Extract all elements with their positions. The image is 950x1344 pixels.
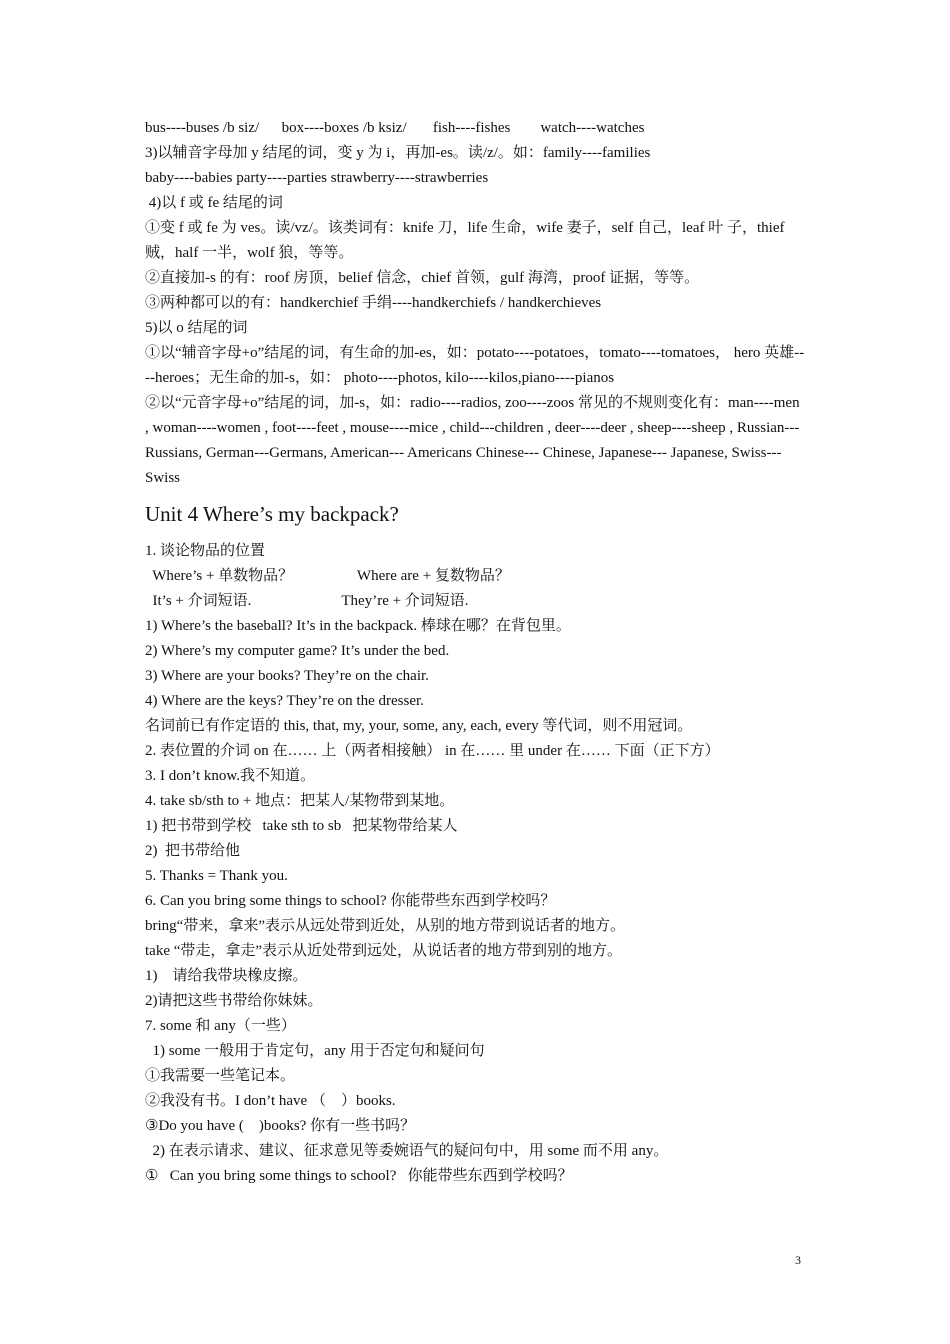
- text-line: 3. I don’t know.我不知道。: [145, 768, 315, 784]
- text-line: baby----babies party----parties strawberry----strawberries: [145, 170, 489, 186]
- text-line: 名词前已有作定语的 this, that, my, your, some, any, each, every 等代词，则不用冠词。: [145, 718, 693, 734]
- text-line: 7. some 和 any（一些）: [145, 1018, 296, 1034]
- text-line: 1) 把书带到学校 take sth to sb 把某物带给某人: [145, 818, 458, 834]
- text-paragraph: ①变 f 或 fe 为 ves。读/vz/。该类词有：knife 刀，life 生命，wife 妻子，self 自己，leaf 叶 子，thief 贼，half 一半，wolf 狼，等等。: [145, 220, 785, 261]
- text-line: Where’s + 单数物品？ Where are + 复数物品？: [145, 568, 510, 584]
- text-line: ③两种都可以的有：handkerchief 手绢----handkerchiefs / handkerchieves: [145, 295, 602, 311]
- text-line: 6. Can you bring some things to school? 你能带些东西到学校吗？: [145, 893, 556, 909]
- text-line: take “带走，拿走”表示从近处带到远处，从说话者的地方带到别的地方。: [145, 943, 623, 959]
- unit-heading: Unit 4 Where’s my backpack?: [145, 502, 399, 526]
- text-line: bring“带来，拿来”表示从远处带到近处，从别的地方带到说话者的地方。: [145, 918, 625, 934]
- text-line: 1. 谈论物品的位置: [145, 543, 266, 559]
- text-line: 2)请把这些书带给你妹妹。: [145, 993, 323, 1009]
- text-line: 2) Where’s my computer game? It’s under the bed.: [145, 643, 450, 659]
- text-line: 2) 把书带给他: [145, 843, 240, 859]
- text-line: ①我需要一些笔记本。: [145, 1068, 296, 1084]
- text-paragraph: 2. 表位置的介词 on 在…… 上（两者相接触） in 在…… 里 under 在…… 下面（正下方）: [145, 743, 720, 759]
- page-content: [145, 116, 807, 1189]
- text-line: 3)以辅音字母加 y 结尾的词，变 y 为 i，再加-es。读/z/。如：family----families: [145, 145, 651, 161]
- text-line: 4) Where are the keys? They’re on the dresser.: [145, 693, 424, 709]
- text-line: 3) Where are your books? They’re on the chair.: [145, 668, 429, 684]
- text-line: 4. take sb/sth to + 地点：把某人/某物带到某地。: [145, 793, 455, 809]
- text-line: ③Do you have ( )books? 你有一些书吗？: [145, 1118, 416, 1134]
- text-line: 4)以 f 或 fe 结尾的词: [145, 195, 283, 211]
- text-line: 1) 请给我带块橡皮擦。: [145, 968, 308, 984]
- page-number: 3: [795, 1253, 801, 1267]
- text-line: 2) 在表示请求、建议、征求意见等委婉语气的疑问句中，用 some 而不用 any。: [145, 1143, 669, 1159]
- text-line: 5. Thanks = Thank you.: [145, 868, 288, 884]
- text-line: bus----buses /b siz/ box----boxes /b ksiz/ fish----fishes watch----watches: [145, 120, 645, 136]
- text-line: 5)以 o 结尾的词: [145, 320, 248, 336]
- text-line: It’s + 介词短语. They’re + 介词短语.: [145, 593, 469, 609]
- text-line: 1) Where’s the baseball? It’s in the backpack. 棒球在哪？在背包里。: [145, 618, 571, 634]
- text-line: ②我没有书。I don’t have （ ）books.: [145, 1093, 396, 1109]
- text-line: ②直接加-s 的有：roof 房顶，belief 信念，chief 首领，gulf 海湾，proof 证据，等等。: [145, 270, 700, 286]
- text-paragraph: ②以“元音字母+o”结尾的词，加-s，如：radio----radios, zoo----zoos 常见的不规则变化有：man----men , woman----women , foot----feet , mouse----mice , child---children , deer----deer , sheep----sheep , Russian---Russians, German---Germans, American--- Americans Chinese--- Chinese, Japanese--- Japanese, Swiss--- Swiss: [145, 395, 800, 486]
- text-line: ① Can you bring some things to school? 你能带些东西到学校吗？: [145, 1168, 573, 1184]
- text-paragraph: ①以“辅音字母+o”结尾的词，有生命的加-es，如：potato----potatoes，tomato----tomatoes， hero 英雄----heroes；无生命的加-s，如： photo----photos, kilo----kilos,piano----pianos: [145, 345, 805, 386]
- text-line: 1) some 一般用于肯定句，any 用于否定句和疑问句: [145, 1043, 485, 1059]
